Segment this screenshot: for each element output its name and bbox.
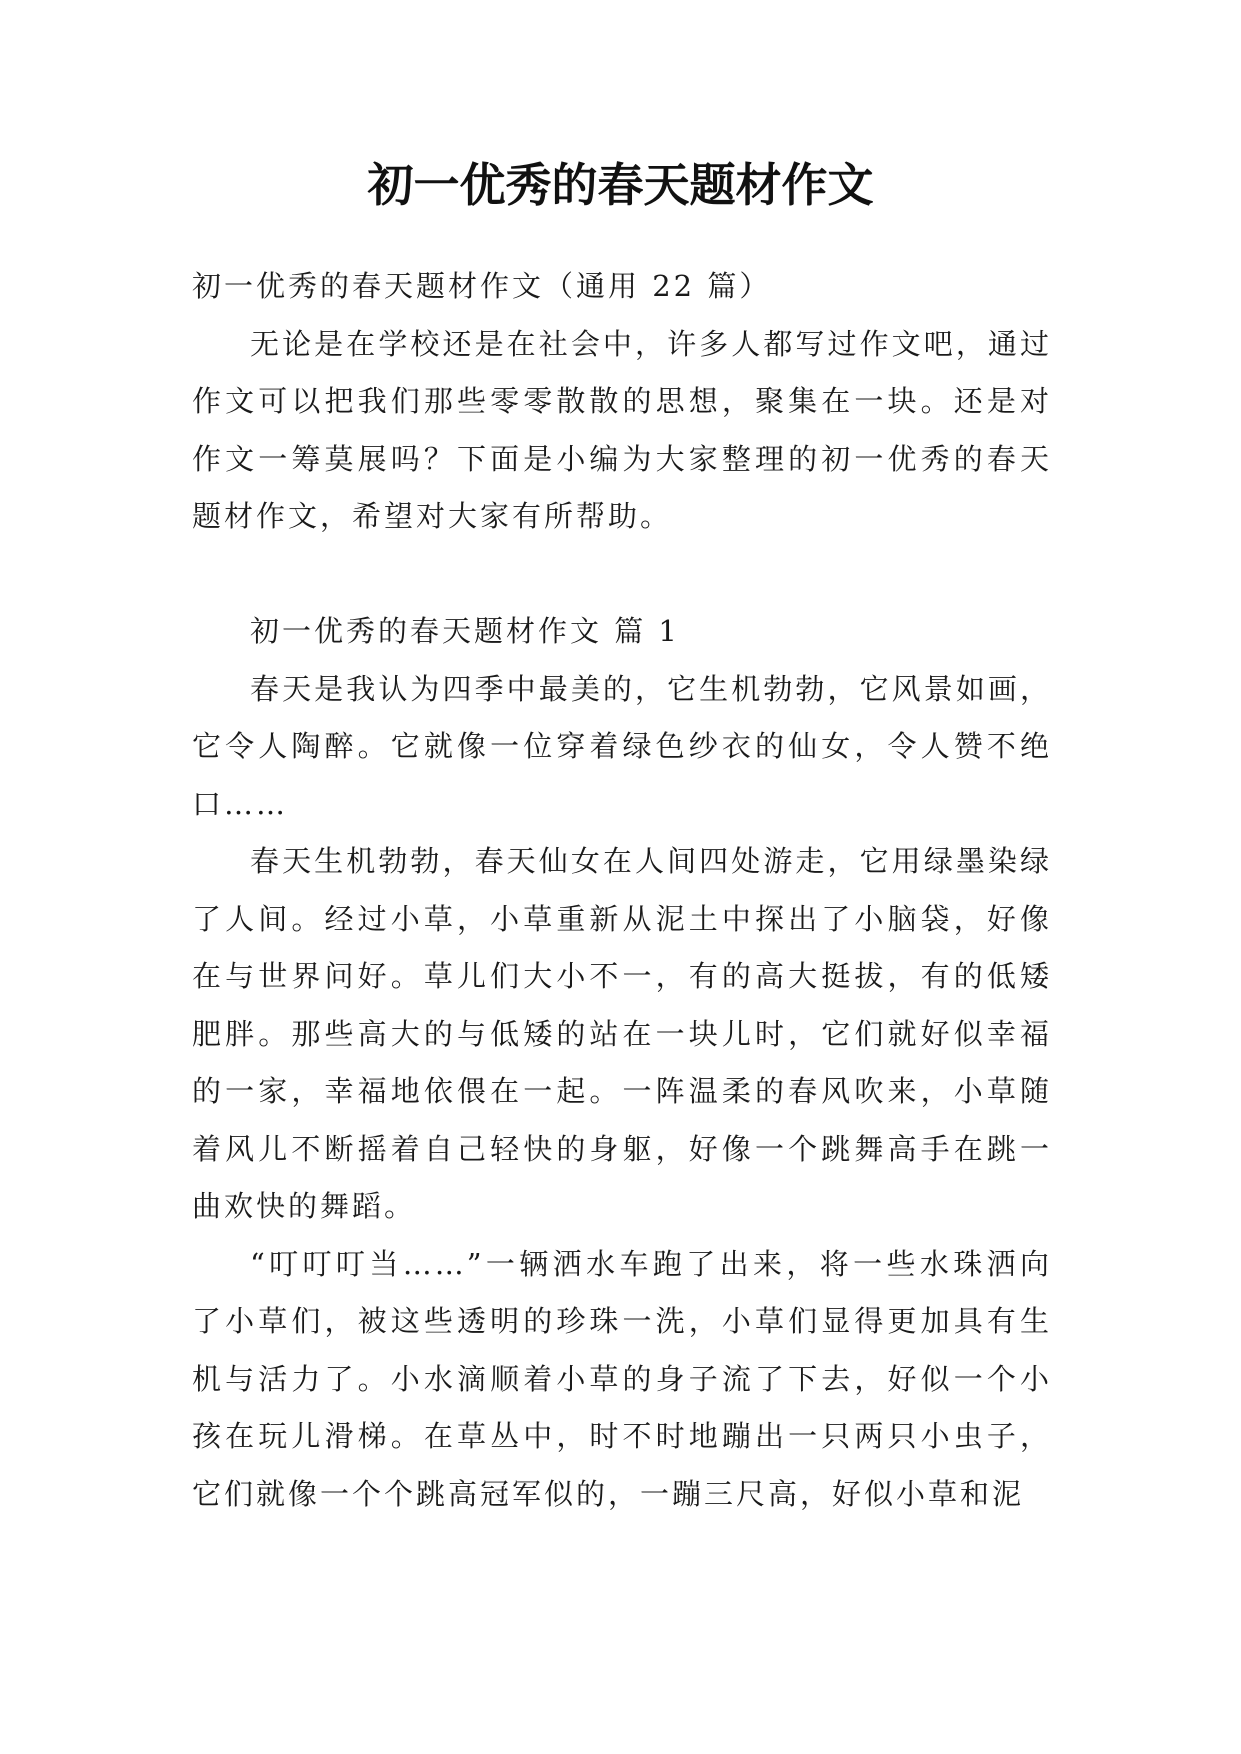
- document-body: [192, 258, 1052, 1523]
- body-paragraph: “叮叮叮当……”一辆洒水车跑了出来，将一些水珠洒向了小草们，被这些透明的珍珠一洗，小草们显得更加具有生机与活力了。小水滴顺着小草的身子流了下去，好似一个小孩在玩儿滑梯。在草丛中，时不时地蹦出一只两只小虫子，它们就像一个个跳高冠军似的，一蹦三尺高，好似小草和泥: [192, 1246, 1052, 1511]
- body-paragraph: 春天是我认为四季中最美的，它生机勃勃，它风景如画，它令人陶醉。它就像一位穿着绿色纱衣的仙女，令人赞不绝口……: [192, 671, 1052, 821]
- document-subtitle: 初一优秀的春天题材作文（通用 22 篇）: [192, 269, 772, 303]
- document-title: 初一优秀的春天题材作文: [367, 158, 874, 212]
- body-paragraph: 春天生机勃勃，春天仙女在人间四处游走，它用绿墨染绿了人间。经过小草，小草重新从泥土中探出了小脑袋，好像在与世界问好。草儿们大小不一，有的高大挺拔，有的低矮肥胖。那些高大的与低矮的站在一块儿时，它们就好似幸福的一家，幸福地依偎在一起。一阵温柔的春风吹来，小草随着风儿不断摇着自己轻快的身躯，好像一个跳舞高手在跳一曲欢快的舞蹈。: [192, 844, 1052, 1223]
- intro-paragraph: 无论是在学校还是在社会中，许多人都写过作文吧，通过作文可以把我们那些零零散散的思想，聚集在一块。还是对作文一筹莫展吗？下面是小编为大家整理的初一优秀的春天题材作文，希望对大家有所帮助。: [192, 326, 1052, 533]
- section-heading: 初一优秀的春天题材作文 篇 1: [250, 614, 680, 648]
